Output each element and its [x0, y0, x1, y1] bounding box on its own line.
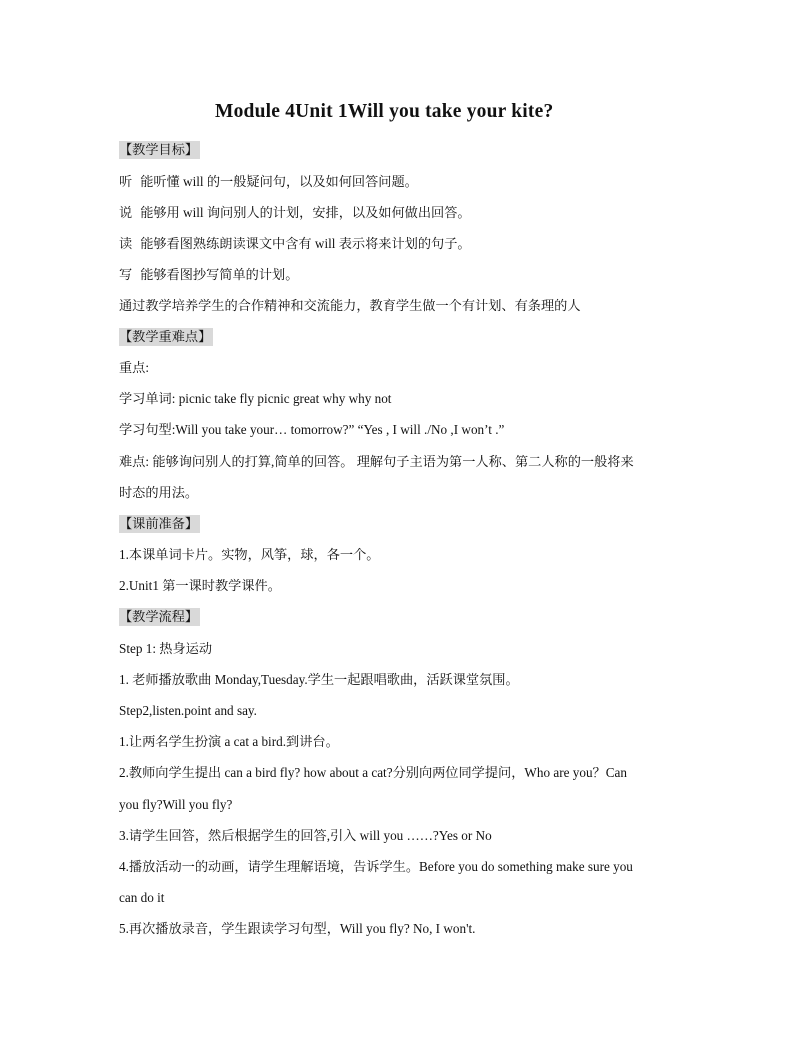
section-header-procedure: 【教学流程】: [119, 609, 199, 624]
procedure-line: 2.教师向学生提出 can a bird fly? how about a cat?分别向两位同学提问，Who are you？Can: [119, 765, 627, 780]
difficulty-line-2: 时态的用法。: [119, 485, 199, 500]
preparation-item: 2.Unit1 第一课时教学课件。: [119, 578, 281, 593]
procedure-line: 4.播放活动一的动画，请学生理解语境，告诉学生。Before you do something make sure you: [119, 859, 633, 874]
objective-text: 能够用 will 询问别人的计划，安排，以及如何做出回答。: [140, 205, 471, 220]
procedure-line: 5.再次播放录音，学生跟读学习句型，Will you fly? No, I won't.: [119, 921, 476, 936]
procedure-line: Step2,listen.point and say.: [119, 703, 257, 718]
procedure-line: 3.请学生回答，然后根据学生的回答,引入 will you ……?Yes or No: [119, 828, 492, 843]
section-header-key-points: 【教学重难点】: [119, 329, 212, 344]
difficulty-line-1: 难点: 能够询问别人的打算,简单的回答。 理解句子主语为第一人称、第二人称的一般将来: [119, 454, 634, 469]
procedure-line: can do it: [119, 890, 165, 905]
section-header-objectives: 【教学目标】: [119, 142, 199, 157]
procedure-line: you fly?Will you fly?: [119, 797, 233, 812]
objective-label: 读: [119, 236, 133, 251]
procedure-line: 1. 老师播放歌曲 Monday,Tuesday.学生一起跟唱歌曲，活跃课堂氛围。: [119, 672, 519, 687]
objective-label: 听: [119, 174, 133, 189]
document-title: Module 4Unit 1Will you take your kite?: [215, 101, 554, 122]
objective-text: 能够看图抄写简单的计划。: [140, 267, 299, 282]
objective-label: 写: [119, 267, 133, 282]
objective-label: 说: [119, 205, 133, 220]
objective-writing: [119, 266, 298, 284]
objective-speaking: [119, 204, 471, 222]
key-words: 学习单词: picnic take fly picnic great why why not: [119, 391, 392, 406]
procedure-line: Step 1: 热身运动: [119, 641, 213, 656]
objective-text: 能听懂 will 的一般疑问句，以及如何回答问题。: [140, 174, 418, 189]
objective-reading: [119, 235, 471, 253]
section-header-preparation: 【课前准备】: [119, 516, 199, 531]
key-sentences: 学习句型:Will you take your… tomorrow?” “Yes , I will ./No ,I won’t .”: [119, 422, 505, 437]
focus-label: 重点:: [119, 360, 150, 375]
objective-text: 能够看图熟练朗读课文中含有 will 表示将来计划的句子。: [140, 236, 471, 251]
objective-summary: 通过教学培养学生的合作精神和交流能力，教育学生做一个有计划、有条理的人: [119, 298, 581, 313]
objective-listening: [119, 173, 418, 191]
procedure-line: 1.让两名学生扮演 a cat a bird.到讲台。: [119, 734, 339, 749]
preparation-item: 1.本课单词卡片。实物，风筝，球，各一个。: [119, 547, 380, 562]
